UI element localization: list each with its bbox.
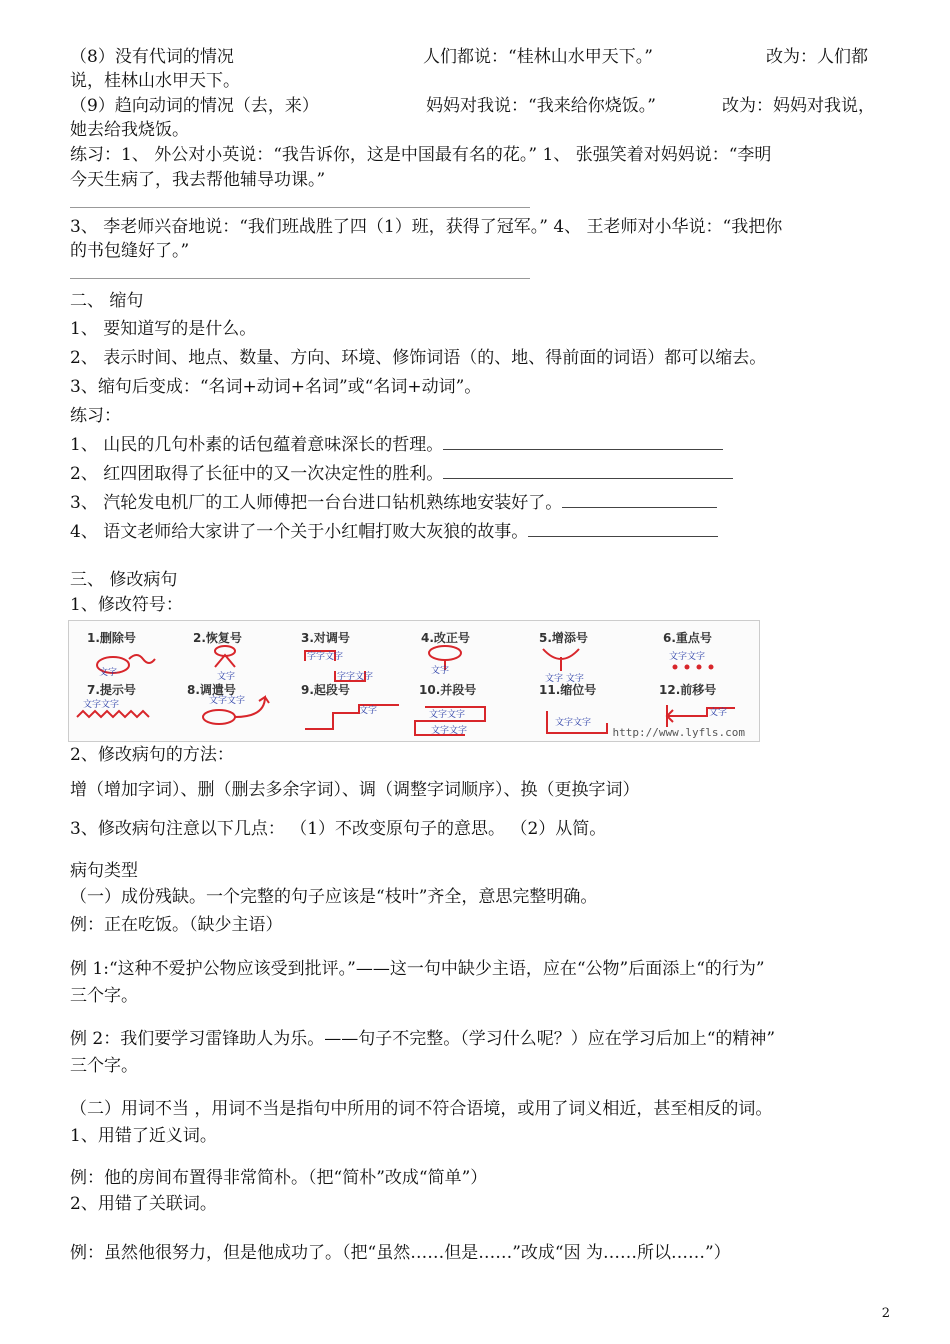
correct-mark-icon [429,646,461,660]
svg-text:文字: 文字 [99,668,118,678]
mark-label: 10.并段号 [419,683,477,697]
svg-text:文字: 文字 [217,672,236,682]
text-line: （8）没有代词的情况 [70,47,234,67]
text-line: 改为：妈妈对我说， [722,96,875,116]
mark-label: 8.调遣号 [187,683,236,697]
svg-text:文字文字: 文字文字 [555,718,592,728]
answer-blank[interactable] [443,462,733,479]
text-line: （一）成份残缺。一个完整的句子应该是“枝叶”齐全，意思完整明确。 [70,887,598,907]
text-line: 例 2：我们要学习雷锋助人为乐。——句子不完整。（学习什么呢？）应在学习后加上“的精神” [70,1029,776,1049]
text-line: 增（增加字词）、删（删去多余字词）、调（调整字词顺序）、换（更换字词） [70,780,640,800]
text-line: 三个字。 [70,1056,138,1076]
exercise-text: 1、 山民的几句朴素的话包蕴着意味深长的哲理。 [70,435,444,455]
svg-text:字字文字: 字字文字 [337,672,374,682]
section-title: 二、 缩句 [70,291,144,311]
correction-mark-symbols [69,621,759,741]
answer-blank[interactable] [562,491,717,508]
mark-label: 12.前移号 [659,683,717,697]
exercise-text: 2、 红四团取得了长征中的又一次决定性的胜利。 [70,464,444,484]
svg-text:文字文字: 文字文字 [429,710,466,720]
subsection-title: 病句类型 [70,861,138,881]
mark-label: 4.改正号 [421,631,470,645]
sample-text-icons [83,650,727,736]
text-line: 2、修改病句的方法： [70,745,234,765]
text-line: 3、缩句后变成：“名词+动词+名词”或“名词+动词”。 [70,377,482,397]
section-title: 三、 修改病句 [70,570,178,590]
paragraph-mark-icon [305,705,399,729]
hint-mark-icon [77,711,149,717]
text-line: 练习：1、 外公对小英说：“我告诉你，这是中国最有名的花。” 1、 张强笑着对妈妈说：“李明 [70,145,772,165]
text-line: 2、用错了关联词。 [70,1194,217,1214]
exercise-text: 3、 汽轮发电机厂的工人师傅把一台台进口钻机熟练地安装好了。 [70,493,563,513]
svg-text:字字文字: 字字文字 [307,652,344,662]
text-line: 练习： [70,406,121,426]
text-line: 例 1:“这种不爱护公物应该受到批评。”——这一句中缺少主语，应在“公物”后面添上“的行为” [70,959,765,979]
svg-text:文字文字: 文字文字 [669,652,706,662]
answer-blank[interactable] [528,520,718,537]
text-line: 改为：人们都 [766,47,868,67]
text-line: 例：虽然他很努力，但是他成功了。（把“虽然……但是……”改成“因 为……所以……”） [70,1243,731,1263]
mark-label: 9.起段号 [301,683,350,697]
delete-tail-icon [129,655,155,663]
mark-label: 11.缩位号 [539,683,597,697]
correction-marks-image [68,620,760,742]
emphasis-dots-icon [673,665,714,670]
text-line: 例：他的房间布置得非常简朴。（把“简朴”改成“简单”） [70,1168,488,1188]
insert-mark-icon [543,649,579,671]
exercise-item [70,491,900,514]
text-line: （二）用词不当 ，用词不当是指句中所用的词不符合语境，或用了词义相近，甚至相反的词。 [70,1099,773,1119]
text-line: 妈妈对我说：“我来给你烧饭。” [426,96,656,116]
answer-line[interactable] [70,278,530,279]
mark-label: 3.对调号 [301,631,350,645]
answer-blank[interactable] [443,433,723,450]
text-line: 人们都说：“桂林山水甲天下。” [423,47,653,67]
text-line: （9）趋向动词的情况（去，来） [70,96,319,116]
mark-label: 2.恢复号 [193,631,242,645]
text-line: 3、 李老师兴奋地说：“我们班战胜了四（1）班，获得了冠军。” 4、 王老师对小华说：“我把你 [70,217,783,237]
svg-text:文字: 文字 [431,666,450,676]
text-line: 3、修改病句注意以下几点： （1）不改变原句子的意思。 （2）从简。 [70,819,607,839]
source-url: http://www.lyfls.com [612,726,745,739]
page-number: 2 [881,1306,890,1321]
text-line: 2、 表示时间、地点、数量、方向、环境、修饰词语（的、地、得前面的词语）都可以缩去。 [70,348,767,368]
text-line: 三个字。 [70,986,138,1006]
svg-text:文字: 文字 [709,708,728,718]
text-line: 例：正在吃饭。（缺少主语） [70,915,283,935]
text-line: 她去给我烧饭。 [70,120,189,140]
exercise-text: 4、 语文老师给大家讲了一个关于小红帽打败大灰狼的故事。 [70,522,529,542]
svg-text:文字文字: 文字文字 [431,726,468,736]
text-line: 的书包缝好了。” [70,241,190,261]
answer-line[interactable] [70,207,530,208]
text-line: 1、用错了近义词。 [70,1126,217,1146]
svg-text:文字文字: 文字文字 [83,700,120,710]
mark-label: 5.增添号 [539,631,588,645]
exercise-item [70,433,900,456]
svg-text:文字文字: 文字文字 [209,696,246,706]
exercise-item [70,520,900,543]
mark-label: 6.重点号 [663,631,712,645]
text-line: 1、 要知道写的是什么。 [70,319,257,339]
svg-text:文字 文字: 文字 文字 [545,674,584,684]
transfer-mark-icon [203,710,235,724]
text-line: 今天生病了，我去帮他辅导功课。” [70,170,326,190]
text-line: 说，桂林山水甲天下。 [70,71,240,91]
svg-text:文字: 文字 [359,706,378,716]
text-line: 1、修改符号： [70,595,183,615]
mark-label: 7.提示号 [87,683,136,697]
exercise-item [70,462,900,485]
mark-label: 1.删除号 [87,631,136,645]
